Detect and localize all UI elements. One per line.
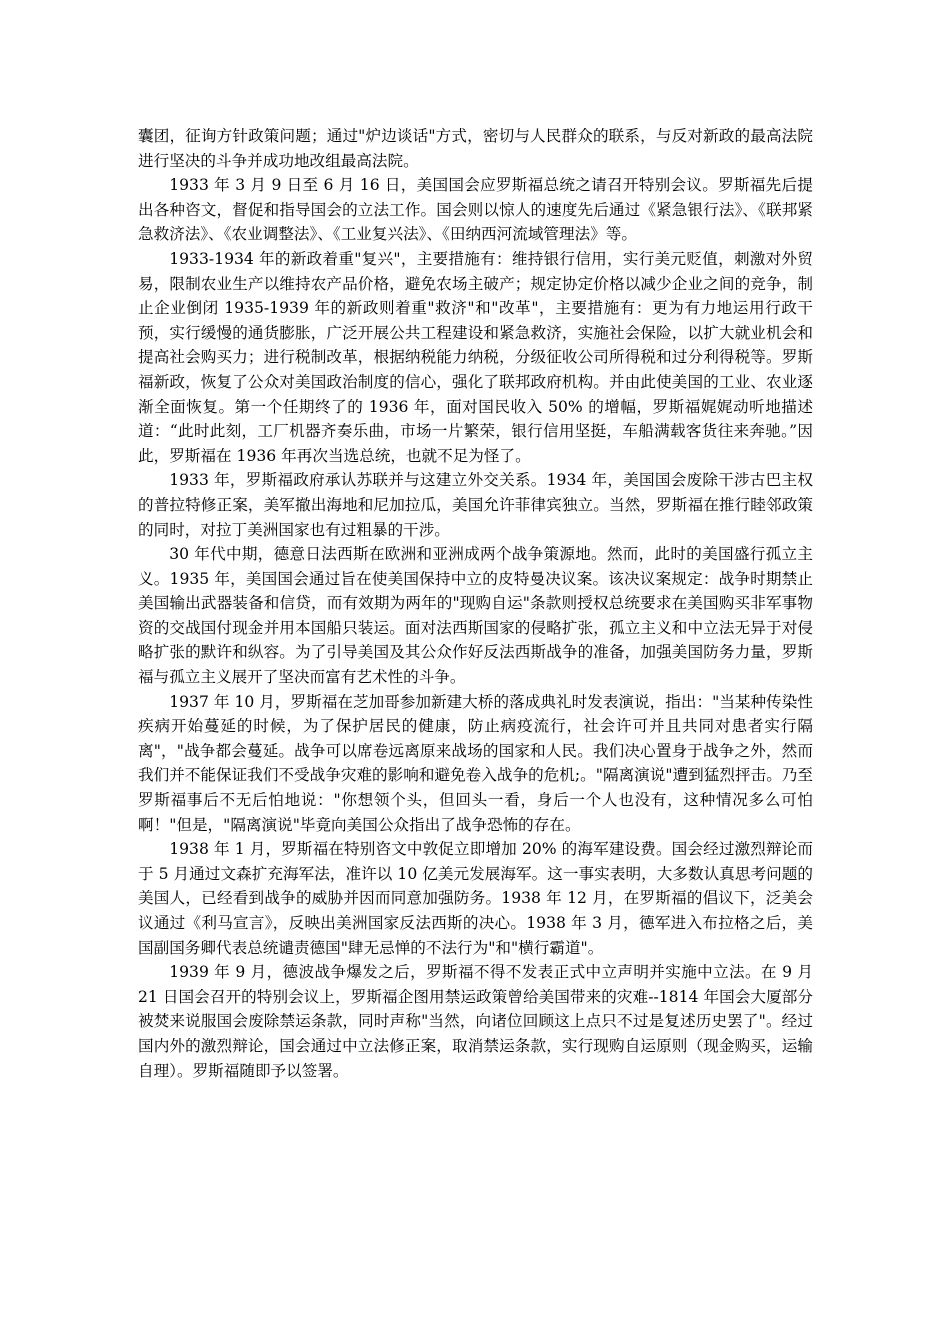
paragraph-4: 1933 年，罗斯福政府承认苏联并与这建立外交关系。1934 年，美国国会废除干涉古巴主权的普拉特修正案，美军撤出海地和尼加拉瓜，美国允许菲律宾独立。当然，罗斯福在推行睦邻政策的同时，对拉丁美洲国家也有过粗暴的干涉。 [138, 471, 813, 539]
paragraph-8: 1939 年 9 月，德波战争爆发之后，罗斯福不得不发表正式中立声明并实施中立法。在 9 月 21 日国会召开的特别会议上，罗斯福企图用禁运政策曾给美国带来的灾难--1814 年国会大厦部分被焚来说服国会废除禁运条款，同时声称"当然，向诸位回顾这上点只不过是复述历史罢了"。经过国内外的激烈辩论，国会通过中立法修正案，取消禁运条款，实行现购自运原则（现金购买，运输自理）。罗斯福随即予以签署。 [138, 963, 813, 1080]
paragraph-5: 30 年代中期，德意日法西斯在欧洲和亚洲成两个战争策源地。然而，此时的美国盛行孤立主义。1935 年，美国国会通过旨在使美国保持中立的皮特曼决议案。该决议案规定：战争时期禁止美国输出武器装备和信贷，而有效期为两年的"现购自运"条款则授权总统要求在美国购买非军事物资的交战国付现金并用本国船只装运。面对法西斯国家的侵略扩张，孤立主义和中立法无异于对侵略扩张的默许和纵容。为了引导美国及其公众作好反法西斯战争的准备，加强美国防务力量，罗斯福与孤立主义展开了坚决而富有艺术性的斗争。 [138, 545, 813, 687]
document-body [138, 124, 813, 1083]
paragraph-1: 囊团，征询方针政策问题；通过"炉边谈话"方式，密切与人民群众的联系，与反对新政的最高法院进行坚决的斗争并成功地改组最高法院。 [138, 127, 813, 170]
paragraph-3: 1933-1934 年的新政着重"复兴"，主要措施有：维持银行信用，实行美元贬值，刺激对外贸易，限制农业生产以维持农产品价格，避免农场主破产；规定协定价格以减少企业之间的竞争，制止企业倒闭 1935-1939 年的新政则着重"救济"和"改革"，主要措施有：更为有力地运用行政干预，实行缓慢的通货膨胀，广泛开展公共工程建设和紧急救济，实施社会保险，以扩大就业机会和提高社会购买力；进行税制改革，根据纳税能力纳税，分级征收公司所得税和过分利得税等。罗斯福新政，恢复了公众对美国政治制度的信心，强化了联邦政府机构。并由此使美国的工业、农业逐渐全面恢复。第一个任期终了的 1936 年，面对国民收入 50% 的增幅，罗斯福娓娓动听地描述道：“此时此刻，工厂机器齐奏乐曲，市场一片繁荣，银行信用坚挺，车船满载客货往来奔驰。”因此，罗斯福在 1936 年再次当选总统，也就不足为怪了。 [138, 249, 813, 465]
paragraph-6: 1937 年 10 月，罗斯福在芝加哥参加新建大桥的落成典礼时发表演说，指出："当某种传染性疾病开始蔓延的时候，为了保护居民的健康，防止病疫流行，社会许可并且共同对患者实行隔离"，"战争都会蔓延。战争可以席卷远离原来战场的国家和人民。我们决心置身于战争之外，然而我们并不能保证我们不受战争灾难的影响和避免卷入战争的危机;。"隔离演说"遭到猛烈抨击。乃至罗斯福事后不无后怕地说："你想领个头，但回头一看，身后一个人也没有，这种情况多么可怕啊！"但是，"隔离演说"毕竟向美国公众指出了战争恐怖的存在。 [138, 692, 813, 834]
paragraph-2: 1933 年 3 月 9 日至 6 月 16 日，美国国会应罗斯福总统之请召开特别会议。罗斯福先后提出各种咨文，督促和指导国会的立法工作。国会则以惊人的速度先后通过《紧急银行法》、《联邦紧急救济法》、《农业调整法》、《工业复兴法》、《田纳西河流域管理法》等。 [138, 176, 813, 244]
paragraph-7: 1938 年 1 月，罗斯福在特别咨文中敦促立即增加 20% 的海军建设费。国会经过激烈辩论而于 5 月通过文森扩充海军法，准许以 10 亿美元发展海军。这一事实表明，大多数认真思考问题的美国人，已经看到战争的威胁并因而同意加强防务。1938 年 12 月，在罗斯福的倡议下，泛美会议通过《利马宣言》，反映出美洲国家反法西斯的决心。1938 年 3 月，德军进入布拉格之后，美国副国务卿代表总统谴责德国"肆无忌惮的不法行为"和"横行霸道"。 [138, 840, 813, 957]
